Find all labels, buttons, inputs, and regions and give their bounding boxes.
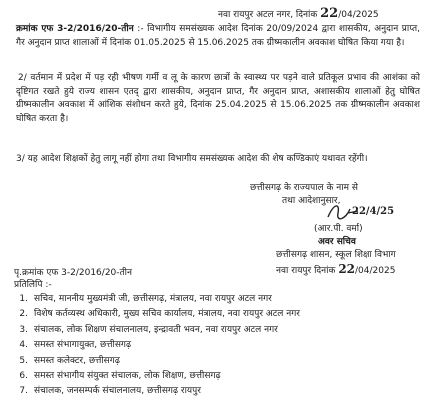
list-item [14,369,424,384]
list-item-text: विशेष कर्तव्यस्थ अधिकारी, मुख्य सचिव कार्यालय, मंत्रालय, नवा रायपुर अटल नगर [34,309,300,320]
list-item-text: संचालक, जनसम्पर्क संचालनालय, छत्तीसगढ़ रायपुर [34,386,201,397]
list-item [14,384,424,399]
signature-date-line [276,262,395,277]
signature-date-suffix: /04/2025 [355,266,396,276]
list-item [14,292,424,307]
header-date-prefix: नवा रायपुर अटल नगर, दिनांक [218,10,318,20]
order-paragraph-3: 3/ यह आदेश शिक्षकों हेतु लागू नहीं होगा तथा विभागीय समसंख्यक आदेश की शेष कण्डिकाएं यथावत रहेंगी। [16,154,368,164]
list-item-text: सचिव, माननीय मुख्यमंत्री जी, छत्तीसगढ़, मंत्रालय, नवा रायपुर अटल नगर [34,294,272,305]
list-item-number: 7. [19,386,28,397]
list-item-number: 4. [19,340,28,351]
header-date-line [218,6,379,22]
list-item-number: 2. [19,309,28,320]
endorsement-list [14,292,424,400]
list-item-text: समस्त कलेक्टर, छत्तीसगढ़ [34,355,120,366]
signature-date-day: 22 [338,262,356,276]
signature-date-handwritten: 22/4/25 [352,206,395,217]
signature-date-prefix: नवा रायपुर दिनांक [276,266,336,276]
list-item [14,323,424,338]
signatory-department: छत्तीसगढ़ शासन, स्कूल शिक्षा विभाग [276,250,396,260]
header-date-handwritten: 22 [320,6,339,21]
list-item [14,338,424,353]
list-item-text: संचालक, लोक शिक्षण संचालनालय, इन्द्रावती भवन, नवा रायपुर अटल नगर [34,324,278,335]
order-paragraph-1 [16,23,420,50]
order-paragraph-1-body: :- विभागीय समसंख्यक आदेश दिनांक 20/09/2024 द्वारा शासकीय, अनुदान प्राप्त, गैर अनुदान प्राप्त शालाओं में दिनांक 01.05.2025 से 15.06.2025 तक ग्रीष्मकालीन अवकाश घोषित किया गया है। [16,24,420,48]
order-paragraph-2: 2/ वर्तमान में प्रदेश में पड़ रही भीषण गर्मी व लू के कारण छात्रों के स्वास्थ्य पर पड़ने वाले प्रतिकूल प्रभाव की आशंका को दृष्टिगत रखते हुये राज्य शासन एतद् द्वारा शासकीय, अनुदान प्राप्त, गैर अनुदान प्राप्त, अशासकीय शालाओं हेतु घोषित ग्रीष्मकालीन अवकाश में आंशिक संशोधन करते हुये, दिनांक 25.04.2025 से 15.06.2025 तक ग्रीष्मकालीन अवकाश घोषित करता है। [16,73,420,124]
list-item-number: 5. [19,355,28,366]
signatory-designation: अवर सचिव [318,237,356,247]
list-item-text: समस्त संभागीय संयुक्त संचालक, लोक शिक्षण, छत्तीसगढ़ [34,371,221,382]
list-item-text: समस्त संभागायुक्त, छत्तीसगढ़ [34,340,132,351]
list-item-number: 3. [19,324,28,335]
order-number: क्रमांक एफ 3-2/2016/20-तीन [16,24,134,34]
endorsement-number: पृ.क्रमांक एफ 3-2/2016/20-तीन [14,268,132,278]
header-date-suffix: /04/2025 [338,10,379,20]
list-item [14,307,424,322]
list-item [14,354,424,369]
signatory-name: (आर.पी. वर्मा) [314,224,363,234]
endorsement-copy-label: प्रतिलिपि :- [14,280,52,290]
signature-line-governor: छत्तीसगढ़ के राज्यपाल के नाम से [250,183,358,193]
signature-line-by-order: तथा आदेशानुसार, [282,196,341,206]
list-item-number: 1. [19,294,28,305]
list-item-number: 6. [19,371,28,382]
